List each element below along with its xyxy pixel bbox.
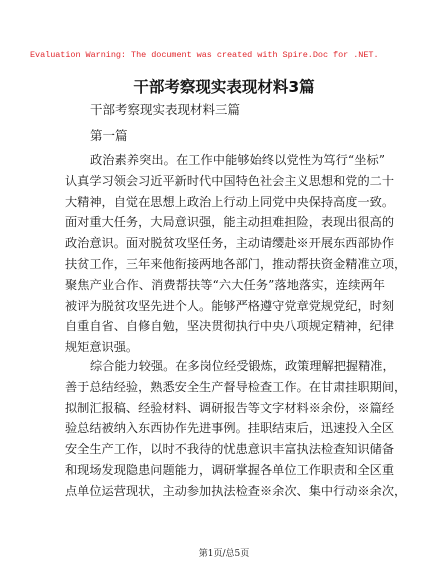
- document-title: 干部考察现实表现材料3篇: [133, 78, 315, 96]
- paragraph-line: 拟制汇报稿、经验材料、调研报告等文字材料※余份，※篇经: [65, 400, 395, 415]
- paragraph-line: 被评为脱贫攻坚先进个人。能够严格遵守党章党规党纪，时刻: [65, 298, 395, 313]
- paragraph-political: [65, 150, 407, 358]
- document-subtitle: 干部考察现实表现材料三篇: [90, 102, 241, 117]
- paragraph-line: 点单位运营现状，主动参加执法检查※余次、集中行动※余次，: [65, 483, 407, 498]
- paragraph-line: 认真学习领会习近平新时代中国特色社会主义思想和党的二十: [65, 173, 395, 188]
- section-heading: 第一篇: [90, 128, 128, 143]
- paragraph-line: 安全生产工作，以时不我待的忧患意识丰富执法检查知识储备: [65, 442, 395, 457]
- paragraph-line: 大精神，自觉在思想上政治上行动上同党中央保持高度一致。: [65, 194, 395, 209]
- paragraph-line: 和现场发现隐患问题能力，调研掌握各单位工作职责和全区重: [65, 462, 395, 477]
- paragraph-line: 善于总结经验，熟悉安全生产督导检查工作。在甘肃挂职期间，: [65, 379, 407, 394]
- paragraph-line: 验总结被纳入东西协作先进事例。挂职结束后，迅速投入全区: [65, 421, 395, 436]
- paragraph-line: 政治意识。面对脱贫攻坚任务，主动请缨赴※开展东西部协作: [65, 236, 395, 251]
- paragraph-ability: [65, 356, 407, 502]
- paragraph-line: 政治素养突出。在工作中能够始终以党性为笃行“坐标”: [90, 153, 385, 167]
- paragraph-line: 自重自省、自修自勉，坚决贯彻执行中央八项规定精神，纪律: [65, 319, 395, 334]
- evaluation-warning: Evaluation Warning: The document was created with Spire.Doc for .NET.: [30, 50, 379, 60]
- paragraph-line: 扶贫工作，三年来他衔接两地各部门，推动帮扶资金精准立项，: [65, 256, 407, 271]
- paragraph-line: 面对重大任务，大局意识强，能主动担难担险，表现出很高的: [65, 215, 395, 230]
- paragraph-line: 综合能力较强。在多岗位经受锻炼，政策理解把握精准，: [90, 359, 395, 373]
- paragraph-line: 规矩意识强。: [65, 340, 139, 355]
- page-footer: 第1页/总5页: [198, 549, 250, 559]
- paragraph-line: 聚焦产业合作、消费帮扶等“六大任务”落地落实，连续两年: [65, 277, 385, 292]
